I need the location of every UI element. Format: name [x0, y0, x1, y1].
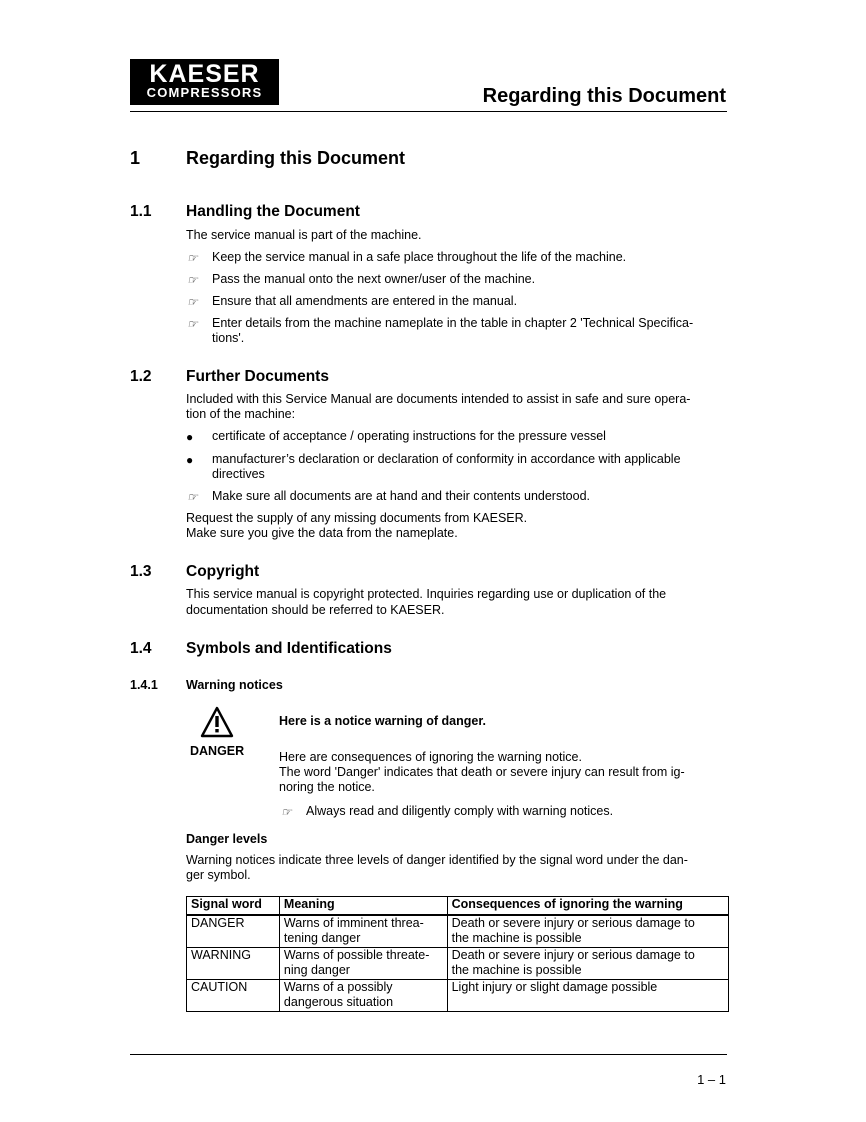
- meaning-cell: Warns of a possibly dangerous situation: [279, 980, 447, 1012]
- chapter-number: 1: [130, 148, 141, 168]
- consequence-cell: Light injury or slight damage possible: [447, 980, 728, 1012]
- warning-body: Here are consequences of ignoring the warning notice.: [279, 750, 582, 764]
- table-row: [187, 948, 729, 980]
- danger-levels-title: Danger levels: [186, 832, 268, 846]
- column-header: Consequences of ignoring the warning: [447, 897, 728, 916]
- danger-levels-text-2: ger symbol.: [186, 868, 251, 882]
- consequence-cell: Death or severe injury or serious damage to the machine is possible: [447, 915, 728, 948]
- header-rule: [130, 111, 727, 112]
- warning-headline: Here is a notice warning of danger.: [279, 714, 486, 728]
- copyright-text: This service manual is copyright protected. Inquiries regarding use or duplication of the: [186, 587, 667, 601]
- warning-triangle-icon: [200, 706, 234, 738]
- bullet-item-continued: directives: [212, 467, 265, 481]
- section-1-2-number: 1.2: [130, 368, 152, 385]
- column-header: Meaning: [279, 897, 447, 916]
- hand-icon: ☞: [187, 317, 198, 331]
- copyright-text-2: documentation should be referred to KAESER.: [186, 603, 445, 617]
- section-1-2-title: Further Documents: [186, 368, 329, 385]
- bullet-item: manufacturer’s declaration or declaration of conformity in accordance with applicable: [212, 452, 681, 466]
- list-item: Enter details from the machine nameplate in the table in chapter 2 'Technical Specifica-: [212, 316, 694, 330]
- column-header: Signal word: [187, 897, 280, 916]
- meaning-cell: Warns of possible threate- ning danger: [279, 948, 447, 980]
- chapter-title: Regarding this Document: [186, 148, 406, 168]
- section-1-4-1-number: 1.4.1: [130, 678, 158, 692]
- logo-brand: KAESER: [149, 60, 260, 88]
- header-title: Regarding this Document: [482, 85, 726, 107]
- hand-icon: ☞: [281, 805, 292, 819]
- warning-body-3: noring the notice.: [279, 780, 375, 794]
- consequence-cell: Death or severe injury or serious damage to the machine is possible: [447, 948, 728, 980]
- bullet-icon: ●: [186, 430, 194, 444]
- section-1-1-number: 1.1: [130, 203, 152, 220]
- logo-subtitle: COMPRESSORS: [146, 85, 263, 100]
- hand-icon: ☞: [187, 490, 198, 504]
- danger-levels-table: [186, 896, 729, 1012]
- section-1-3-title: Copyright: [186, 563, 260, 580]
- section-1-2-intro-2: tion of the machine:: [186, 407, 296, 421]
- signal-cell: WARNING: [187, 948, 280, 980]
- footer-rule: [130, 1054, 727, 1055]
- section-1-1-title: Handling the Document: [186, 203, 360, 220]
- section-1-2-intro: Included with this Service Manual are documents intended to assist in safe and sure opera-: [186, 392, 691, 406]
- meaning-cell: Warns of imminent threa- tening danger: [279, 915, 447, 948]
- section-1-1-intro: The service manual is part of the machine.: [186, 228, 422, 242]
- section-1-4-1-title: Warning notices: [186, 678, 283, 692]
- section-1-2-note: Request the supply of any missing documents from KAESER.: [186, 511, 528, 525]
- hand-icon: ☞: [187, 251, 198, 265]
- bullet-icon: ●: [186, 453, 194, 467]
- table-row: [187, 980, 729, 1012]
- action-item: Make sure all documents are at hand and their contents understood.: [212, 489, 591, 503]
- page-number: 1 – 1: [697, 1072, 726, 1087]
- list-item: Keep the service manual in a safe place throughout the life of the machine.: [212, 250, 627, 264]
- list-item: Pass the manual onto the next owner/user of the machine.: [212, 272, 536, 286]
- list-item: Ensure that all amendments are entered in the manual.: [212, 294, 518, 308]
- kaeser-logo: [130, 59, 279, 105]
- section-1-4-number: 1.4: [130, 640, 152, 657]
- section-1-2-note-2: Make sure you give the data from the nameplate.: [186, 526, 458, 540]
- warning-body-2: The word 'Danger' indicates that death or severe injury can result from ig-: [279, 765, 685, 779]
- list-item-continued: tions'.: [212, 331, 245, 345]
- hand-icon: ☞: [187, 295, 198, 309]
- warning-action: Always read and diligently comply with warning notices.: [306, 804, 614, 818]
- bullet-item: certificate of acceptance / operating instructions for the pressure vessel: [212, 429, 606, 443]
- section-1-4-title: Symbols and Identifications: [186, 640, 392, 657]
- signal-cell: CAUTION: [187, 980, 280, 1012]
- section-1-3-number: 1.3: [130, 563, 152, 580]
- table-row: [187, 915, 729, 948]
- hand-icon: ☞: [187, 273, 198, 287]
- danger-signal-word: DANGER: [190, 744, 245, 758]
- signal-cell: DANGER: [187, 915, 280, 948]
- danger-levels-text: Warning notices indicate three levels of danger identified by the signal word under the dan-: [186, 853, 688, 867]
- table-header-row: [187, 897, 729, 916]
